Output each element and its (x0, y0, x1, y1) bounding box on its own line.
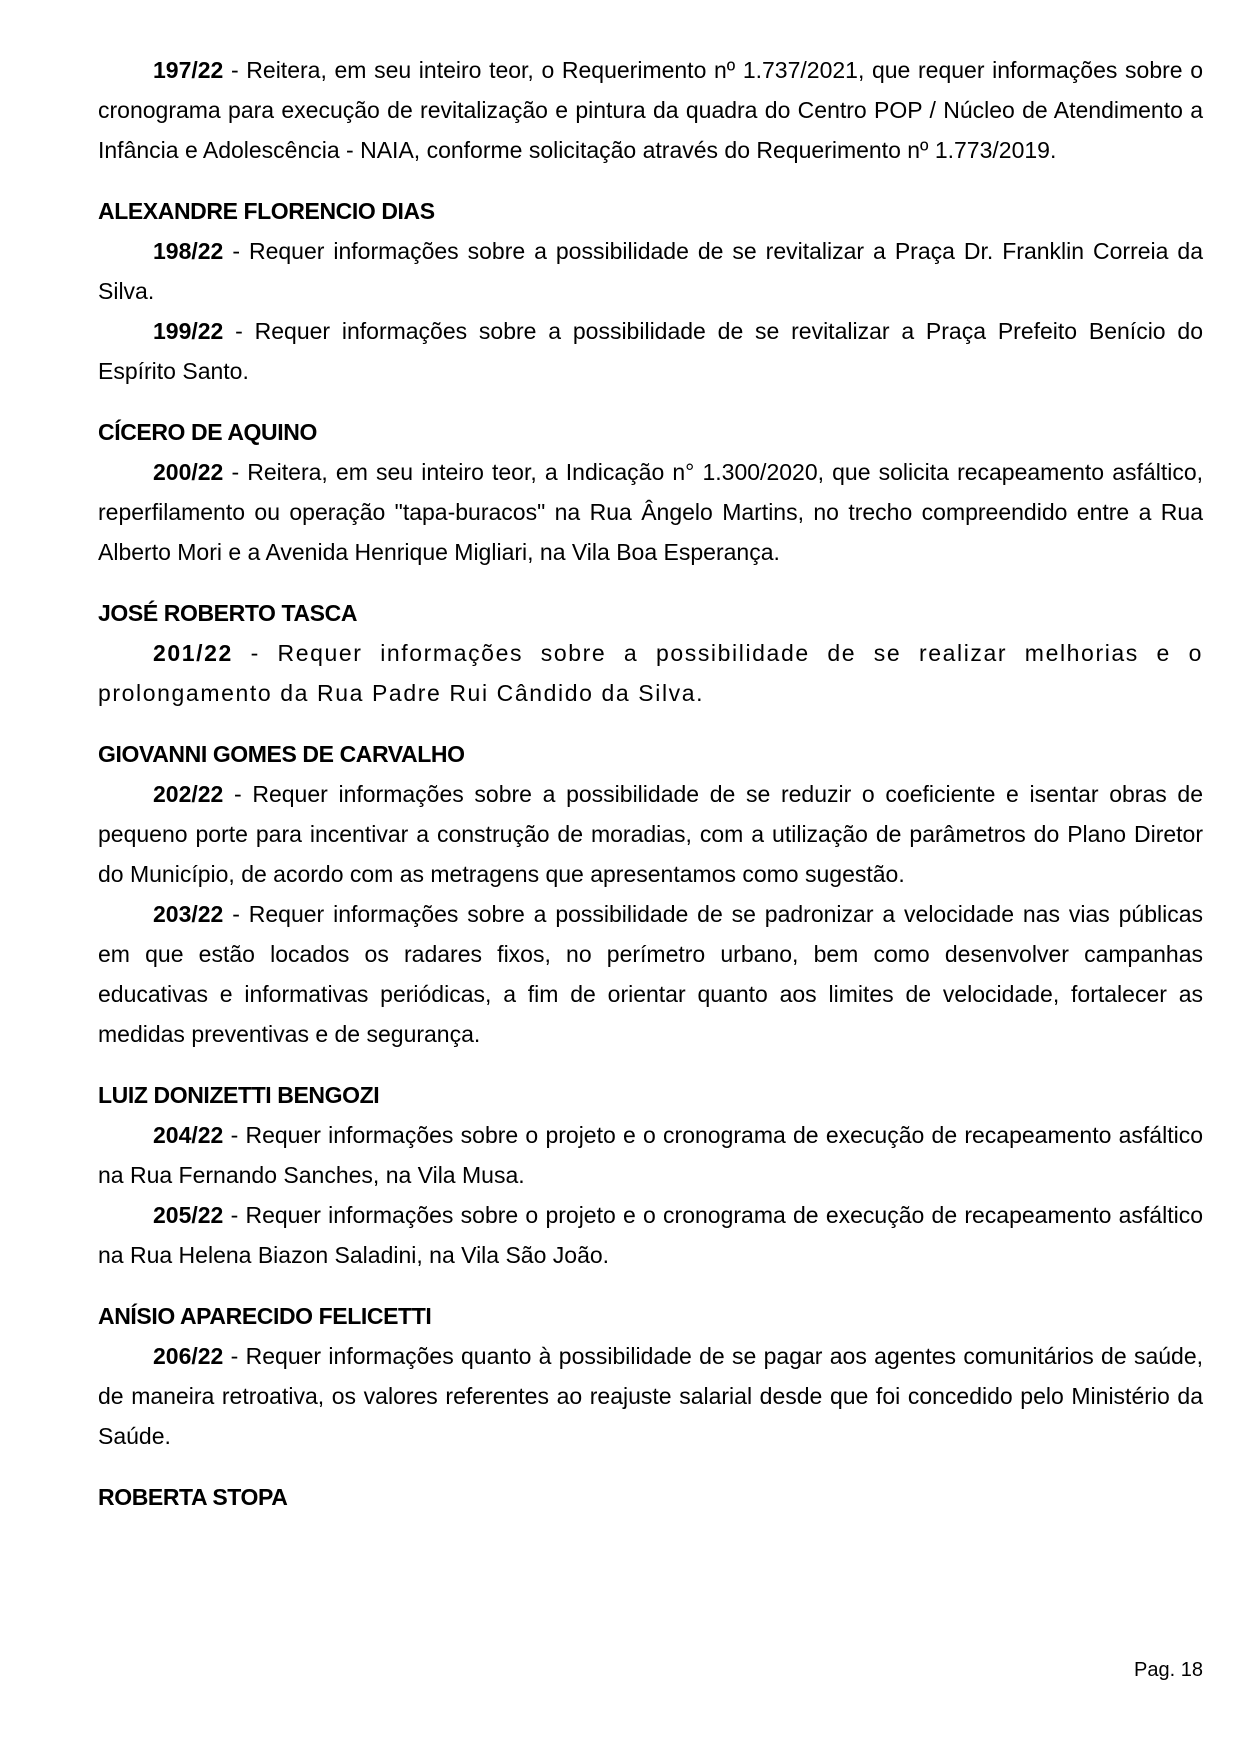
entry-197 (98, 50, 1203, 170)
entry-number: 204/22 (153, 1122, 224, 1148)
entry-number: 198/22 (153, 238, 224, 264)
entry-number: 202/22 (153, 781, 224, 807)
entry-text: - Requer informações sobre a possibilidade de se reduzir o coeficiente e isentar obras de pequeno porte para incentivar a construção de moradias, com a utilização de parâmetros do Plano Diretor do Município, de acordo com as metragens que apresentamos como sugestão. (98, 781, 1203, 887)
entry-text: - Reitera, em seu inteiro teor, a Indicação n° 1.300/2020, que solicita recapeamento asfáltico, reperfilamento ou operação "tapa-buracos" na Rua Ângelo Martins, no trecho compreendido entre a Rua Alberto Mori e a Avenida Henrique Migliari, na Vila Boa Esperança. (98, 459, 1203, 565)
entry-number: 203/22 (153, 901, 224, 927)
page-number: Pag. 18 (1134, 1659, 1203, 1681)
entry-203 (98, 894, 1203, 1054)
entry-number: 206/22 (153, 1343, 224, 1369)
entry-205 (98, 1195, 1203, 1275)
entry-text: - Requer informações sobre a possibilidade de se revitalizar a Praça Dr. Franklin Correia da Silva. (98, 238, 1203, 304)
entry-text: - Requer informações sobre a possibilidade de se revitalizar a Praça Prefeito Benício do Espírito Santo. (98, 318, 1203, 384)
document-page (98, 50, 1203, 1517)
author-heading: JOSÉ ROBERTO TASCA (98, 600, 358, 626)
entry-206 (98, 1336, 1203, 1456)
entry-199 (98, 311, 1203, 391)
entry-text: - Requer informações quanto à possibilidade de se pagar aos agentes comunitários de saúde, de maneira retroativa, os valores referentes ao reajuste salarial desde que foi concedido pelo Ministério da Saúde. (98, 1343, 1203, 1449)
entry-text: - Requer informações sobre o projeto e o cronograma de execução de recapeamento asfáltico na Rua Fernando Sanches, na Vila Musa. (98, 1122, 1203, 1188)
author-heading: LUIZ DONIZETTI BENGOZI (98, 1082, 380, 1108)
entry-text: - Requer informações sobre a possibilidade de se padronizar a velocidade nas vias públicas em que estão locados os radares fixos, no perímetro urbano, bem como desenvolver campanhas educativas e informativas periódicas, a fim de orientar quanto aos limites de velocidade, fortalecer as medidas preventivas e de segurança. (98, 901, 1203, 1047)
entry-200 (98, 452, 1203, 572)
entry-text: - Reitera, em seu inteiro teor, o Requerimento nº 1.737/2021, que requer informações sobre o cronograma para execução de revitalização e pintura da quadra do Centro POP / Núcleo de Atendimento a Infância e Adolescência - NAIA, conforme solicitação através do Requerimento nº 1.773/2019. (98, 57, 1203, 163)
entry-number: 197/22 (153, 57, 224, 83)
entry-number: 205/22 (153, 1202, 224, 1228)
author-heading: GIOVANNI GOMES DE CARVALHO (98, 741, 465, 767)
entry-198 (98, 231, 1203, 311)
entry-201 (98, 633, 1203, 713)
entry-number: 201/22 (153, 640, 233, 666)
author-heading: ALEXANDRE FLORENCIO DIAS (98, 198, 435, 224)
entry-text: - Requer informações sobre a possibilidade de se realizar melhorias e o prolongamento da Rua Padre Rui Cândido da Silva. (98, 640, 1203, 706)
entry-number: 199/22 (153, 318, 224, 344)
entry-number: 200/22 (153, 459, 224, 485)
entry-text: - Requer informações sobre o projeto e o cronograma de execução de recapeamento asfáltico na Rua Helena Biazon Saladini, na Vila São João. (98, 1202, 1203, 1268)
entry-202 (98, 774, 1203, 894)
entry-204 (98, 1115, 1203, 1195)
author-heading: ROBERTA STOPA (98, 1484, 288, 1510)
author-heading: ANÍSIO APARECIDO FELICETTI (98, 1303, 432, 1329)
author-heading: CÍCERO DE AQUINO (98, 419, 317, 445)
